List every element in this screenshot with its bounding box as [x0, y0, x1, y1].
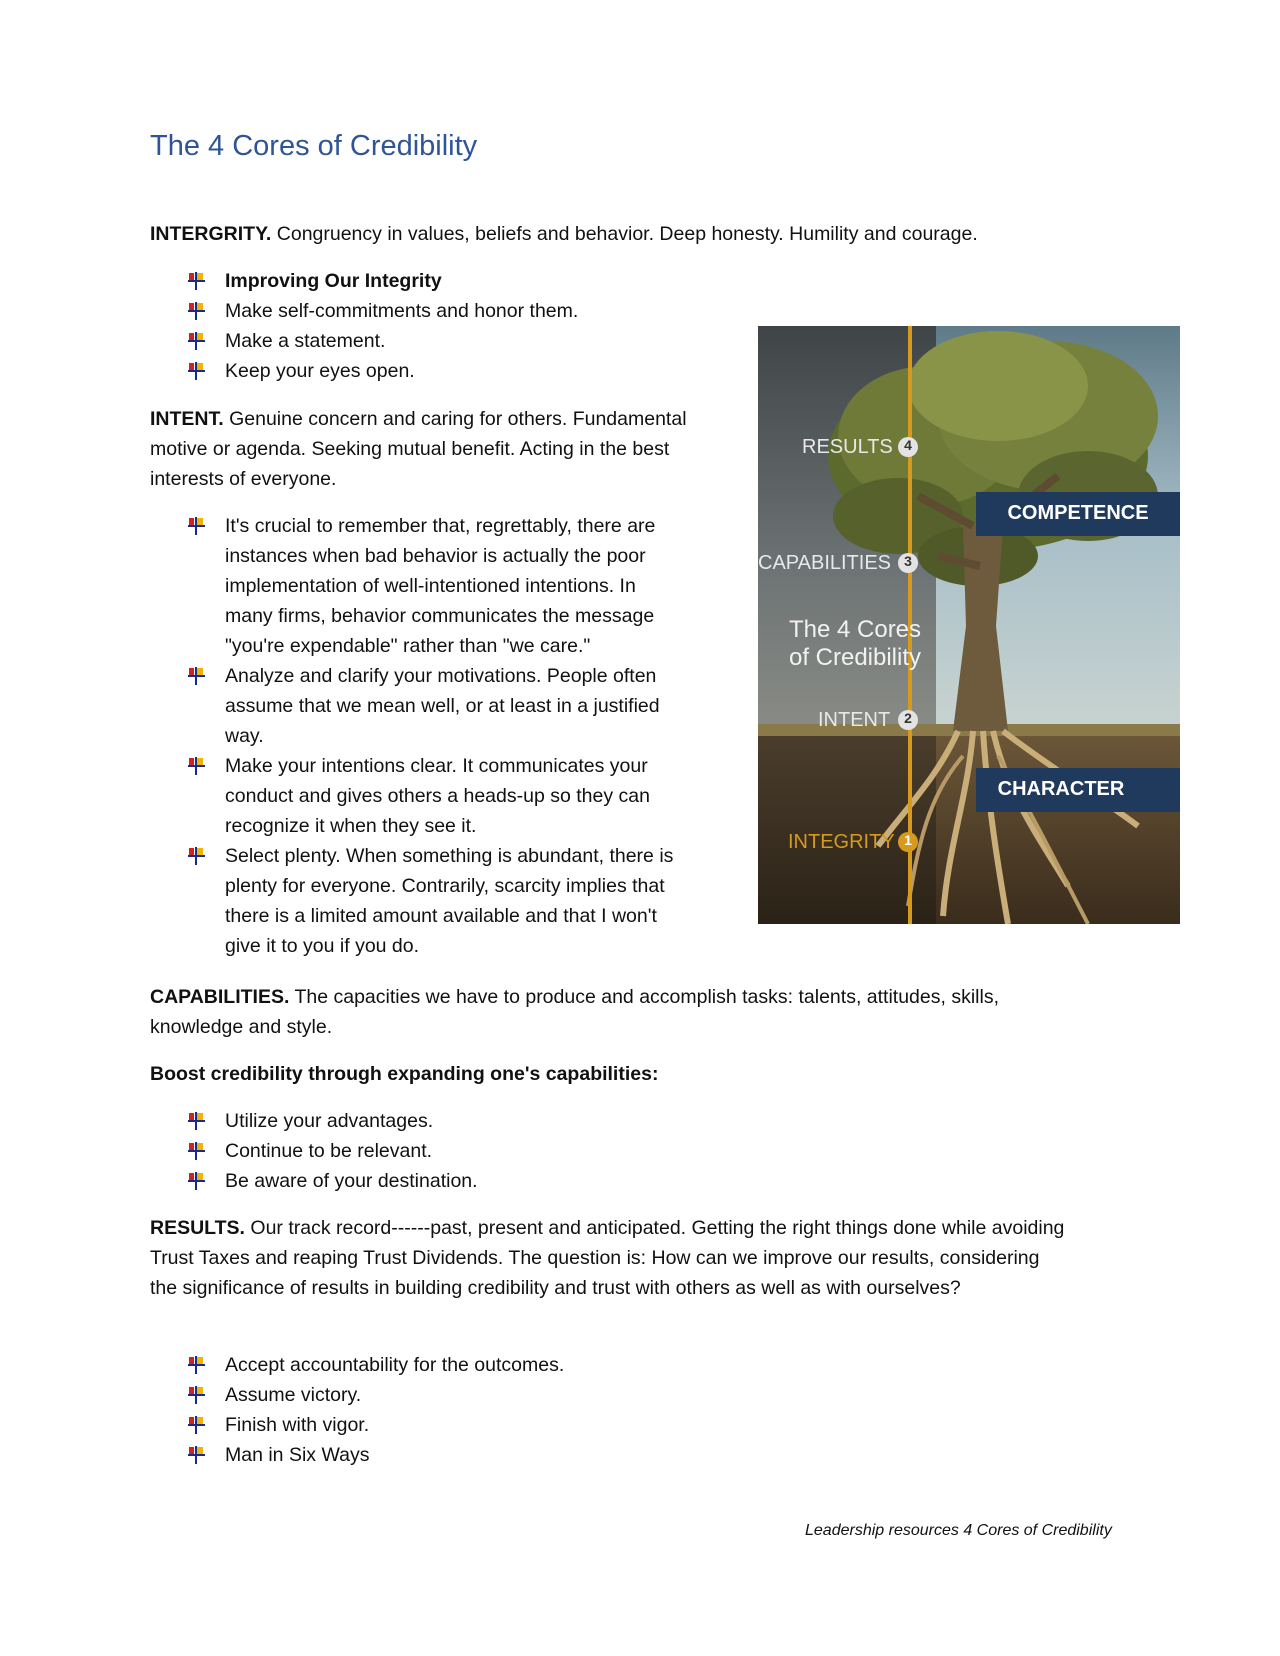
list-item-line: way.	[225, 725, 264, 747]
figure-character-label	[976, 778, 1146, 801]
bullet-arrow-icon	[188, 302, 206, 320]
list-item-line: "you're expendable" rather than "we care."	[225, 635, 591, 657]
figure-integrity-text: INTEGRITY	[788, 831, 895, 853]
results-text-line: Trust Taxes and reaping Trust Dividends. The question is: How can we improve our results, considering	[150, 1247, 1040, 1269]
list-item	[150, 841, 673, 961]
list-item-line: many firms, behavior communicates the message	[225, 605, 655, 627]
list-item-line: instances when bad behavior is actually the poor	[225, 545, 646, 567]
list-item-line: plenty for everyone. Contrarily, scarcity implies that	[225, 875, 665, 897]
page-footer: Leadership resources 4 Cores of Credibility	[805, 1522, 1112, 1539]
bullet-arrow-icon	[188, 1416, 206, 1434]
bullet-arrow-icon	[188, 1172, 206, 1190]
capabilities-text-line: The capacities we have to produce and accomplish tasks: talents, attitudes, skills,	[289, 986, 999, 1008]
list-item-text: Finish with vigor.	[225, 1414, 370, 1436]
list-item-line: recognize it when they see it.	[225, 815, 477, 837]
boost-heading: Boost credibility through expanding one's capabilities:	[150, 1063, 659, 1085]
list-item	[150, 1136, 478, 1166]
intent-text-line: interests of everyone.	[150, 468, 337, 490]
bullet-arrow-icon	[188, 667, 206, 685]
figure-intent-num	[898, 710, 918, 726]
list-item	[150, 1380, 564, 1410]
figure-center-title	[780, 616, 930, 672]
list-item-text: Keep your eyes open.	[225, 360, 415, 382]
intent-text-line: Genuine concern and caring for others. Fundamental	[223, 408, 687, 430]
list-item	[150, 511, 673, 661]
list-item-text: Be aware of your destination.	[225, 1170, 478, 1192]
figure-results-num-text: 4	[904, 437, 912, 453]
figure-center-line: of Credibility	[788, 644, 922, 671]
integrity-paragraph	[150, 219, 978, 249]
intent-list	[150, 511, 673, 961]
list-item-line: implementation of well-intentioned intentions. In	[225, 575, 636, 597]
figure-results-num	[898, 437, 918, 453]
list-item-line: Select plenty. When something is abundant, there is	[225, 845, 674, 867]
list-item	[150, 661, 673, 751]
list-item	[150, 356, 578, 386]
figure-integrity-label	[788, 831, 895, 854]
bullet-arrow-icon	[188, 1356, 206, 1374]
list-item	[150, 1350, 564, 1380]
figure-character-text: CHARACTER	[997, 778, 1125, 800]
list-item-line: give it to you if you do.	[225, 935, 420, 957]
figure-competence-label	[976, 502, 1180, 525]
bullet-arrow-icon	[188, 1112, 206, 1130]
capabilities-text-line: knowledge and style.	[150, 1016, 333, 1038]
integrity-list	[150, 266, 578, 386]
list-item-line: there is a limited amount available and that I won't	[225, 905, 657, 927]
bullet-arrow-icon	[188, 362, 206, 380]
list-item-line: conduct and gives others a heads-up so they can	[225, 785, 650, 807]
list-item	[150, 1440, 564, 1470]
bullet-arrow-icon	[188, 332, 206, 350]
list-item-text: Man in Six Ways	[225, 1444, 370, 1466]
figure-competence-text: COMPETENCE	[1007, 502, 1149, 524]
list-item-text: Make a statement.	[225, 330, 386, 352]
page-title: The 4 Cores of Credibility	[150, 130, 478, 162]
capabilities-paragraph	[150, 982, 999, 1042]
list-item-text: Make self-commitments and honor them.	[225, 300, 579, 322]
figure-integrity-num-text: 1	[904, 832, 912, 848]
figure-capabilities-num	[898, 553, 918, 569]
results-paragraph	[150, 1213, 1064, 1303]
list-item	[150, 326, 578, 356]
figure-center-line: The 4 Cores	[788, 616, 922, 643]
capabilities-heading: CAPABILITIES.	[150, 986, 290, 1008]
list-item-line: It's crucial to remember that, regrettably, there are	[225, 515, 656, 537]
integrity-text: Congruency in values, beliefs and behavior. Deep honesty. Humility and courage.	[271, 223, 978, 245]
capabilities-list	[150, 1106, 478, 1196]
intent-paragraph	[150, 404, 687, 494]
list-item-line: Analyze and clarify your motivations. People often	[225, 665, 657, 687]
list-item-text: Improving Our Integrity	[225, 270, 442, 292]
list-item	[150, 1410, 564, 1440]
list-item	[150, 1166, 478, 1196]
integrity-heading: INTERGRITY.	[150, 223, 272, 245]
list-item	[150, 296, 578, 326]
list-item-line: assume that we mean well, or at least in a justified	[225, 695, 660, 717]
figure-results-text: RESULTS	[802, 436, 893, 458]
list-item-text: Continue to be relevant.	[225, 1140, 433, 1162]
figure-results-label	[802, 436, 893, 459]
boost-paragraph	[150, 1059, 658, 1089]
bullet-arrow-icon	[188, 1446, 206, 1464]
figure-capabilities-num-text: 3	[904, 553, 912, 569]
list-item-text: Utilize your advantages.	[225, 1110, 434, 1132]
figure-intent-text: INTENT	[818, 709, 891, 731]
bullet-arrow-icon	[188, 272, 206, 290]
bullet-arrow-icon	[188, 517, 206, 535]
list-item	[150, 751, 673, 841]
intent-text-line: motive or agenda. Seeking mutual benefit. Acting in the best	[150, 438, 670, 460]
results-heading: RESULTS.	[150, 1217, 245, 1239]
list-item-text: Accept accountability for the outcomes.	[225, 1354, 565, 1376]
figure-capabilities-text: CAPABILITIES	[758, 552, 892, 574]
list-item-line: Make your intentions clear. It communicates your	[225, 755, 648, 777]
results-text-line: Our track record------past, present and anticipated. Getting the right things done while avoiding	[244, 1217, 1065, 1239]
results-list	[150, 1350, 564, 1470]
figure-capabilities-label	[758, 552, 891, 575]
figure-integrity-num	[898, 832, 918, 848]
intent-heading: INTENT.	[150, 408, 224, 430]
list-item-text: Assume victory.	[225, 1384, 362, 1406]
results-text-line: the significance of results in building credibility and trust with others as well as with ourselves?	[150, 1277, 961, 1299]
figure-intent-num-text: 2	[904, 710, 912, 726]
list-item	[150, 266, 578, 296]
bullet-arrow-icon	[188, 847, 206, 865]
credibility-tree-figure	[758, 326, 1180, 924]
bullet-arrow-icon	[188, 757, 206, 775]
list-item	[150, 1106, 478, 1136]
bullet-arrow-icon	[188, 1386, 206, 1404]
figure-intent-label	[818, 709, 890, 732]
bullet-arrow-icon	[188, 1142, 206, 1160]
